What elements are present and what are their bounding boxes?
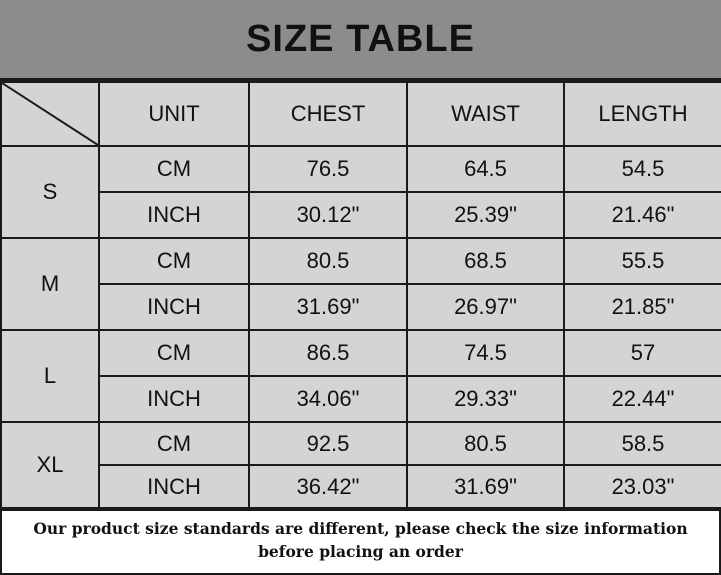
chest-value: 80.5 xyxy=(249,238,407,284)
length-value: 58.5 xyxy=(564,422,721,465)
length-value: 54.5 xyxy=(564,146,721,192)
length-value: 57 xyxy=(564,330,721,376)
size-note xyxy=(0,509,721,575)
size-label-l: L xyxy=(1,330,99,422)
unit-cell: CM xyxy=(99,146,249,192)
unit-cell: INCH xyxy=(99,192,249,238)
table-row xyxy=(1,284,721,330)
length-value: 22.44" xyxy=(564,376,721,422)
waist-value: 29.33" xyxy=(407,376,564,422)
unit-cell: INCH xyxy=(99,465,249,508)
unit-cell: CM xyxy=(99,330,249,376)
waist-value: 80.5 xyxy=(407,422,564,465)
chest-value: 76.5 xyxy=(249,146,407,192)
table-row xyxy=(1,238,721,284)
unit-cell: INCH xyxy=(99,284,249,330)
size-label-m: M xyxy=(1,238,99,330)
unit-cell: CM xyxy=(99,422,249,465)
column-header-waist: WAIST xyxy=(407,82,564,146)
size-label-s: S xyxy=(1,146,99,238)
table-row xyxy=(1,192,721,238)
size-table xyxy=(0,81,721,509)
size-label-xl: XL xyxy=(1,422,99,508)
unit-cell: CM xyxy=(99,238,249,284)
waist-value: 31.69" xyxy=(407,465,564,508)
waist-value: 64.5 xyxy=(407,146,564,192)
length-value: 21.46" xyxy=(564,192,721,238)
table-row xyxy=(1,465,721,508)
waist-value: 26.97" xyxy=(407,284,564,330)
waist-value: 74.5 xyxy=(407,330,564,376)
length-value: 23.03" xyxy=(564,465,721,508)
table-row xyxy=(1,376,721,422)
page-title: SIZE TABLE xyxy=(246,17,475,60)
size-note-line-1: Our product size standards are different, please check the size information xyxy=(33,519,688,538)
table-header-row xyxy=(1,82,721,146)
table-row xyxy=(1,146,721,192)
chest-value: 92.5 xyxy=(249,422,407,465)
table-row xyxy=(1,422,721,465)
length-value: 21.85" xyxy=(564,284,721,330)
corner-diagonal-cell xyxy=(1,82,99,146)
size-note-line-2: before placing an order xyxy=(258,542,463,562)
chest-value: 34.06" xyxy=(249,376,407,422)
column-header-length: LENGTH xyxy=(564,82,721,146)
chest-value: 31.69" xyxy=(249,284,407,330)
table-row xyxy=(1,330,721,376)
column-header-unit: UNIT xyxy=(99,82,249,146)
title-bar xyxy=(0,0,721,81)
chest-value: 86.5 xyxy=(249,330,407,376)
waist-value: 68.5 xyxy=(407,238,564,284)
column-header-chest: CHEST xyxy=(249,82,407,146)
diagonal-line-icon xyxy=(2,83,98,145)
chest-value: 36.42" xyxy=(249,465,407,508)
chest-value: 30.12" xyxy=(249,192,407,238)
waist-value: 25.39" xyxy=(407,192,564,238)
length-value: 55.5 xyxy=(564,238,721,284)
unit-cell: INCH xyxy=(99,376,249,422)
